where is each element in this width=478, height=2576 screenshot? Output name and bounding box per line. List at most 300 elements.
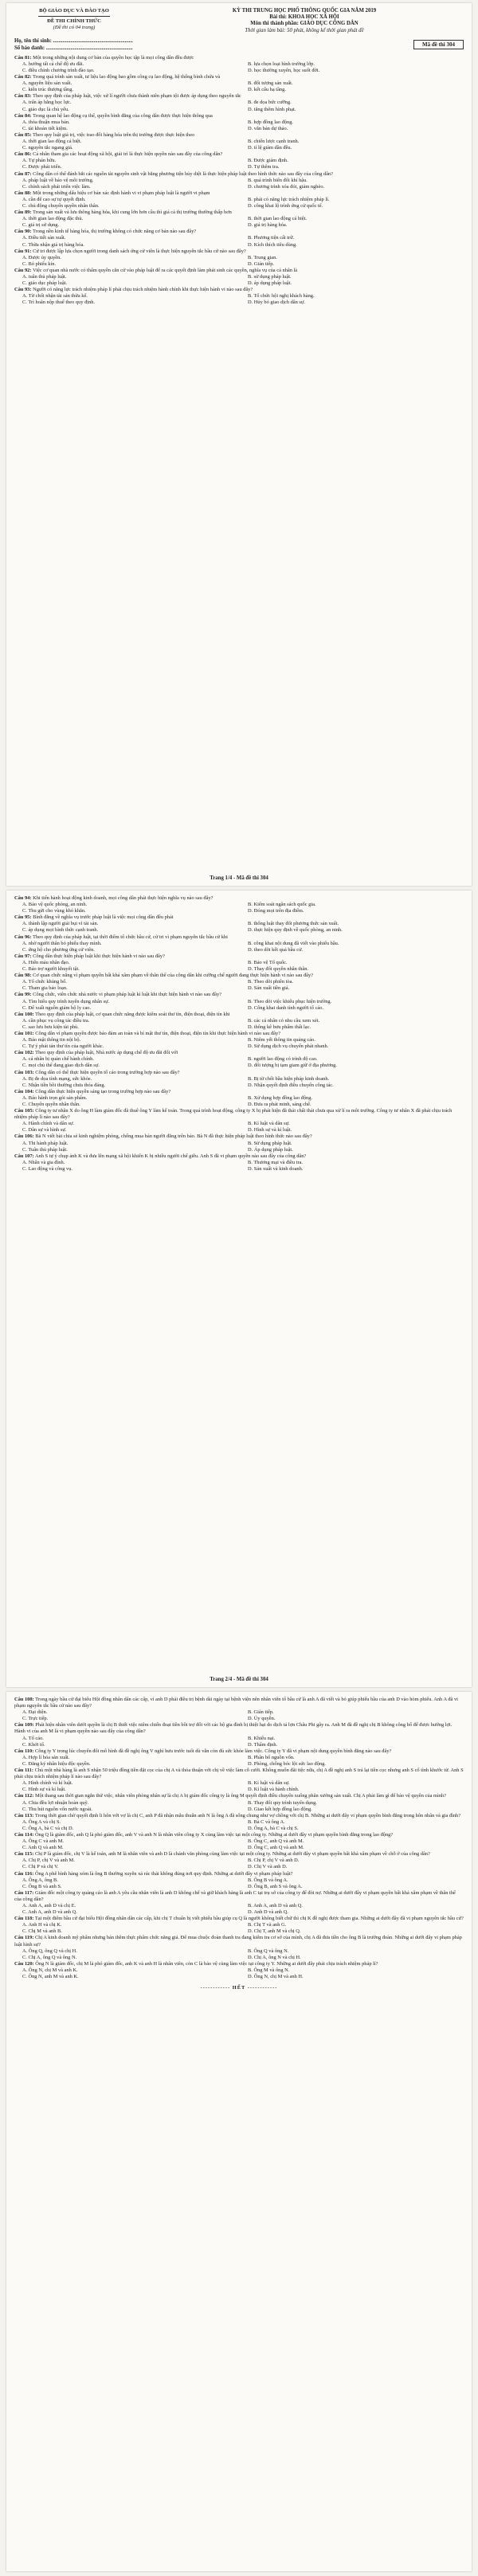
answer-option: C. giáo dục là chủ yếu.: [22, 106, 69, 112]
page-footer: Trang 1/4 - Mã đề thi 304: [210, 875, 268, 881]
answer-option: A. trấn áp hằng học lực.: [22, 100, 72, 106]
question: [14, 1935, 464, 1960]
question-number: Câu 115:: [14, 1851, 34, 1858]
answer-option: A. Nhân và gia đình.: [22, 1159, 65, 1165]
answer-option: D. Nhận quyết định điều chuyển công tác.: [248, 1082, 334, 1088]
answer-option: A. cá nhân bị quản chế hành chính.: [22, 1056, 94, 1063]
question-text: Cá nhân tham gia các hoạt động xã hội, giải trí là thực hiện quyền nào sau đây của công dân?: [33, 151, 223, 158]
question: [14, 953, 464, 973]
question-number: Câu 112:: [14, 1793, 34, 1799]
answer-options: [14, 80, 464, 93]
answer-options: [14, 902, 464, 914]
answer-option: B. Chị P, chị V và anh D.: [248, 1858, 300, 1864]
answer-options: [14, 1858, 464, 1870]
answer-option: C. Anh Q và anh M.: [22, 1845, 64, 1851]
answer-option: D. công khai lộ trình ứng cử quốc tế.: [248, 202, 323, 209]
question-number: Câu 97:: [14, 953, 32, 959]
answer-option: A. pháp luật về bảo vệ môi trường.: [22, 177, 94, 183]
exam-page-1: [6, 3, 472, 886]
page-footer: Trang 2/4 - Mã đề thi 304: [210, 1677, 268, 1682]
answer-option: C. giá trị sử dụng.: [22, 222, 60, 229]
answer-option: C. kiến trúc thượng tầng.: [22, 87, 73, 93]
answer-option: D. Chị T, anh M và chị Q.: [248, 1928, 301, 1935]
question-number: Câu 107:: [14, 1153, 34, 1159]
question-number: Câu 98:: [14, 973, 32, 979]
question: [14, 268, 464, 287]
answer-option: C. Báo trợ người khuyết tật.: [22, 966, 80, 973]
question-text: Một trong những dấu hiệu cơ bản xác định hành vi vi phạm pháp luật là người vi phạm: [33, 190, 210, 196]
question-number: Câu 104:: [14, 1088, 34, 1094]
question: [14, 1916, 464, 1935]
answer-option: B. Kỉ luật và dân sự.: [248, 1780, 290, 1787]
question-number: Câu 85:: [14, 131, 32, 138]
answer-options: [14, 1755, 464, 1768]
question-text: Chị P là giám đốc, chị V là kế toán, anh M là nhân viên và anh D là chánh văn phòng cùng làm việc tại một công ty. Những ai dưới đây vi phạm quyền bất khả xâm phạm về chỗ ở của công dân?: [34, 1851, 430, 1858]
question-number: Câu 118:: [14, 1916, 34, 1922]
question-number: Câu 119:: [14, 1935, 34, 1941]
question-text: Tại một điểm bầu cử đại biểu Hội đồng nhân dân các cấp, khi chị T chuẩn bị viết phiếu bầu giúp cụ Q là người không biết chữ thì chị K đề nghị được tham gia. Những ai dưới đây đã vi phạm nguyên tắc bầu cử?: [34, 1916, 464, 1922]
question-number: Câu 83:: [14, 93, 32, 100]
answer-option: B. Tổ chức hội nghị khách hàng.: [248, 293, 315, 299]
answer-option: A. hưởng tất cả chế độ ưu đãi.: [22, 61, 84, 67]
answer-options: [14, 1076, 464, 1089]
answer-options: [14, 61, 464, 74]
answer-option: D. Thẩm định.: [248, 1741, 278, 1748]
question-number: Câu 109:: [14, 1722, 34, 1728]
question-number: Câu 86:: [14, 151, 32, 158]
answer-options: [14, 1056, 464, 1069]
answer-option: D. Hình sự và kỉ luật.: [248, 1127, 292, 1133]
question: [14, 249, 464, 268]
answer-option: A. Tìm hiểu quy trình tuyển dụng nhân sự.: [22, 998, 110, 1004]
question: [14, 229, 464, 248]
answer-option: A. Từ chối nhận tài sản thừa kế.: [22, 293, 88, 299]
answer-option: B. Thay đổi quy trình tuyển dụng.: [248, 1799, 317, 1806]
answer-option: A. thời gian lao động cá biệt.: [22, 139, 82, 145]
answer-option: D. Sử dụng dịch vụ chuyển phát nhanh.: [248, 1043, 329, 1050]
answer-option: B. thống luật thay đổi phương thức sản xuất.: [248, 921, 339, 927]
question: [14, 934, 464, 953]
answer-option: D. Ông C, anh Q và anh M.: [248, 1845, 304, 1851]
question-text: Theo quy luật giá trị, việc trao đổi hàng hóa trên thị trường được thực hiện theo: [32, 131, 195, 138]
question-text: Trong thời gian chờ quyết định li hôn với vợ là chị C, anh P đã nhận mẫu thuẫn anh N là ông A đã sống chung như vợ chồng với chị B. Những ai dưới đây vi phạm quyền bình đẳng trong hôn nhân và gia đình?: [34, 1812, 461, 1818]
answer-option: B. Phương tiện cất trữ.: [248, 235, 295, 241]
answer-options: [14, 1903, 464, 1916]
question: [14, 171, 464, 190]
answer-option: C. Trì hoãn nộp thuế theo quy định.: [22, 299, 96, 306]
answer-option: C. Chuyển quyền nhân thân.: [22, 1102, 80, 1107]
answer-option: D. Thay đổi quyền nhân thân.: [248, 966, 309, 973]
question-number: Câu 95:: [14, 914, 32, 921]
question: [14, 992, 464, 1011]
answer-option: B. phải có năng lực trách nhiệm pháp lí.: [248, 196, 330, 202]
question: [14, 1890, 464, 1916]
answer-option: B. đối tượng sản xuất.: [248, 80, 293, 87]
question-number: Câu 88:: [14, 190, 32, 196]
answer-option: A. Báo mật thông tin nội bộ.: [22, 1037, 81, 1043]
answer-option: C. điều chỉnh chương trình đào tạo.: [22, 68, 95, 73]
answer-option: B. Phân bố nguồn vốn.: [248, 1754, 295, 1760]
pages-note: (Đề thi có 04 trang): [53, 25, 96, 30]
question: [14, 973, 464, 992]
answer-options: [14, 1800, 464, 1813]
answer-option: D. Ông B, anh S và ông A.: [248, 1883, 303, 1889]
answer-options: [14, 274, 464, 287]
question-text: Công chức, viên chức nhà nước vi phạm pháp luật kỉ luật khi thực hiện hành vi nào sau đây?: [33, 992, 222, 998]
exam-code-box: Mã đề thi 304: [413, 40, 464, 49]
answer-option: D. văn bản dự thảo.: [248, 125, 288, 131]
answer-option: B. hợp đồng lao động.: [248, 119, 293, 125]
question-text: Cơ quan chức năng vì phạm quyền bất khả xâm phạm về thân thể của công dân khi cưỡng chế người đang thực hiện hành vi nào sau đây?: [33, 973, 314, 979]
answer-option: A. tuân thủ pháp luật.: [22, 274, 67, 280]
answer-options: [14, 1141, 464, 1153]
question: [14, 1133, 464, 1153]
answer-option: C. Bỏ phiếu kín.: [22, 260, 57, 267]
answer-option: A. Tố cáo.: [22, 1735, 44, 1741]
answer-options: [14, 1948, 464, 1961]
question-list-page-2: [14, 895, 464, 1173]
question-text: Một trong những nội dung cơ bản của quyền học tập là mọi công dân đều được: [33, 54, 194, 61]
answer-option: A. Ông A, ông B.: [22, 1877, 58, 1883]
answer-option: B. các cá nhân có nhu cầu xem xét.: [248, 1017, 320, 1024]
answer-options: [14, 921, 464, 934]
header-left: [14, 8, 134, 31]
question-text: Trong sản xuất và lưu thông hàng hóa, khi cung lớn hơn cầu thì giá cả thị trường thường thấp hơn: [32, 209, 232, 216]
answer-options: [14, 293, 464, 306]
question-text: Ông Q là giám đốc, anh Q là phó giám đốc, anh V và anh N là nhân viên công ty X cùng làm việc tại một công ty. Những ai dưới đây vi phạm quyền bình đẳng trong lao động?: [34, 1831, 394, 1838]
question-number: Câu 117:: [14, 1889, 34, 1896]
question: [14, 1070, 464, 1089]
question-text: Anh S tự ý chụp ảnh K và đưa lên mạng xã hội khiến K bị nhiều người chế giễu. Anh S đã vi phạm quyền nào sau đây của công dân?: [34, 1153, 307, 1159]
question: [14, 1813, 464, 1832]
question-number: Câu 111:: [14, 1768, 33, 1774]
question-number: Câu 114:: [14, 1831, 34, 1838]
answer-option: B. Theo dõi việc khiếu phục hiện trường.: [248, 998, 332, 1004]
exam-header: [14, 8, 464, 34]
question-number: Câu 94:: [14, 895, 32, 901]
question-number: Câu 82:: [14, 74, 32, 80]
answer-options: [14, 979, 464, 992]
candidate-name-label: Họ, tên thí sinh: ...........................................................: [14, 37, 133, 44]
answer-option: B. Kỉ luật và dân sự.: [248, 1121, 290, 1127]
question-text: Công ty Y trong lúc chuyển đổi mô hình đã đề nghị ông V nghỉ hưu trước tuổi dù vẫn còn đủ sức khỏe làm việc. Công ty Y đã vi phạm nội dung quyền bình đẳng nào sau đây?: [34, 1748, 392, 1754]
answer-option: B. Kiểm soát ngân sách quốc gia.: [248, 902, 316, 908]
answer-option: B. Ông B và ông A.: [248, 1877, 288, 1883]
question-list-page-3: [14, 1697, 464, 1980]
answer-option: B. người lao động có trình độ cao.: [248, 1056, 318, 1063]
question: [14, 74, 464, 93]
answer-option: C. Tự ý phát tán thư tín của người khác.: [22, 1043, 104, 1050]
answer-option: C. Ông B và anh S.: [22, 1883, 62, 1889]
answer-options: [14, 197, 464, 209]
answer-option: A. Báo hành trọn gói sản phẩm.: [22, 1094, 88, 1101]
answer-option: B. Gián tiếp.: [248, 1709, 274, 1716]
question: [14, 287, 464, 306]
answer-option: C. áp dụng mọi hình thức cạnh tranh.: [22, 927, 99, 934]
answer-options: [14, 999, 464, 1012]
question-text: Theo quy định của pháp luật, việc xử lí người chưa thành niên phạm tội được áp dụng theo nguyên tắc: [32, 93, 241, 100]
answer-option: C. Nhận tiền bồi thường chưa thỏa đáng.: [22, 1082, 106, 1088]
exam-page-2: [6, 891, 472, 1687]
answer-option: B. công khai nội dung đã viết vào phiếu bầu.: [248, 940, 339, 946]
question: [14, 1871, 464, 1890]
question-number: Câu 120:: [14, 1960, 34, 1967]
answer-option: D. Anh D và anh Q.: [248, 1909, 288, 1916]
answer-option: C. nguyên tắc ngang giá.: [22, 145, 73, 151]
question-number: Câu 81:: [14, 54, 32, 61]
answer-options: [14, 1819, 464, 1832]
answer-option: D. Đóng mọi trên địa điểm.: [248, 908, 304, 914]
exam-time: Thời gian làm bài: 50 phút, không kể thời gian phát đề: [245, 27, 364, 33]
question-number: Câu 87:: [14, 170, 32, 177]
question: [14, 1748, 464, 1768]
question-text: Chị A kinh doanh mỹ phẩm nhưng bán thêm thực phẩm chức năng giả. Để mua chuộc đoàn thanh tra đang kiểm tra cơ sở của mình, chị A đã đưa tiền cho ông B là trưởng đoàn. Những ai dưới đây vi phạm pháp luật hình sự?: [14, 1935, 462, 1948]
answer-option: B. Bảo vệ Tổ quốc.: [248, 959, 288, 965]
answer-options: [14, 1160, 464, 1173]
ministry-name: BỘ GIÁO DỤC VÀ ĐÀO TẠO: [39, 8, 109, 14]
answer-option: D. Ông N, chị M và anh H.: [248, 1974, 304, 1980]
answer-option: B. Được giám định.: [248, 158, 288, 164]
answer-options: [14, 1121, 464, 1133]
question-number: Câu 106:: [14, 1133, 34, 1140]
question-text: Theo quy định của pháp luật, cơ quan chức năng được kiểm soát thư tín, điện thoại, điện tín khi: [35, 1011, 230, 1017]
answer-option: C. Thu gửi cho vùng khó khăn.: [22, 908, 86, 914]
answer-option: C. Khởi tố.: [22, 1741, 45, 1748]
answer-option: D. Kỉ luật và hành chính.: [248, 1787, 300, 1793]
question-text: Giám đốc một công ty quảng cáo là anh A yêu cầu nhân viên là anh D không chế và giữ khách hàng là anh C tại trụ sở của công ty để đòi nợ. Những ai dưới đây vi phạm quyền bất khả xâm phạm về thân thể của công dân?: [14, 1889, 456, 1902]
question-text: Người có năng lực trách nhiệm pháp lí phải chịu trách nhiệm hành chính khi thực hiện hành vi nào sau đây?: [33, 287, 253, 293]
answer-option: C. Anh A, anh D và anh Q.: [22, 1909, 77, 1916]
answer-option: D. Phòng, chống bóc lột sức lao động.: [248, 1760, 326, 1767]
question: [14, 1832, 464, 1851]
answer-option: A. thỏa thuận mua bán.: [22, 119, 70, 125]
answer-option: C. Lao động và công vụ.: [22, 1165, 73, 1172]
question-number: Câu 96:: [14, 934, 32, 940]
answer-option: A. Chị P, chị V và anh M.: [22, 1858, 75, 1864]
answer-options: [14, 235, 464, 248]
answer-option: D. Công khai danh tính người tố cáo.: [248, 1004, 324, 1011]
question-text: Công dân thực hiện pháp luật khi thực hiện hành vi nào sau đây?: [33, 953, 165, 959]
exam-page-3: [6, 1692, 472, 2571]
answer-option: B. Anh A, anh D và anh Q.: [248, 1903, 303, 1909]
question-text: Công dân vì phạm quyền được báo đảm an toàn và bí mật thư tín, điện thoại, điện tín khi thực hiện hành vi nào sau đây?: [35, 1030, 280, 1036]
answer-options: [14, 216, 464, 229]
answer-options: [14, 119, 464, 132]
answer-option: B. đe dọa bức cưỡng.: [248, 100, 292, 106]
exam-title: KỲ THI TRUNG HỌC PHỔ THÔNG QUỐC GIA NĂM 2019: [232, 8, 377, 14]
question: [14, 1722, 464, 1748]
answer-option: C. Được phát triển.: [22, 164, 62, 170]
question: [14, 190, 464, 209]
answer-option: B. Thương mại và điều tra.: [248, 1159, 304, 1165]
answer-option: D. Hủy bỏ giao dịch dân sự.: [248, 299, 305, 306]
end-marker: ------------ HẾT ------------: [200, 1985, 278, 1991]
question: [14, 1153, 464, 1173]
answer-option: B. Niêm yết thông tin quảng cáo.: [248, 1037, 315, 1043]
answer-option: C. Để xuất nguồn giám hộ ly cao.: [22, 1004, 92, 1011]
question-text: Cử tri được lập lựa chọn người trong danh sách ứng cử viên là thực hiện nguyên tắc bầu cử nào sau đây?: [33, 248, 246, 254]
answer-option: D. Kích thích tiêu dùng.: [248, 241, 297, 248]
answer-option: B. Theo dõi phiên tòa.: [248, 979, 294, 985]
question-text: Phát hiện nhân viên dưới quyền là chị B thiết việc niêm chiến đoạt tiền bồi trợ đối với các hộ gia đình bị thiệt hại do dịch tả lợn Châu Phi gây ra. Anh M đã đề nghị chị B không công bố để được hưởng lợi. Hành vi của anh M là vi phạm quyền nào sau đây của công dân?: [14, 1722, 453, 1735]
answer-option: B. thời gian lao động cá biệt.: [248, 216, 308, 222]
answer-option: A. cần để cao sự tự quyết định.: [22, 196, 86, 202]
answer-option: B. sử dụng pháp luật.: [248, 274, 292, 280]
answer-options: [14, 941, 464, 953]
answer-options: [14, 960, 464, 973]
answer-option: A. Ông Q, ông Q và chị H.: [22, 1948, 77, 1954]
question-number: Câu 116:: [14, 1870, 34, 1877]
answer-option: D. đối tượng bị tạm giam giữ ở địa phương.: [248, 1063, 337, 1069]
question: [14, 914, 464, 934]
answer-option: D. thực hiện quy định về quốc phòng, an ninh.: [248, 927, 343, 934]
answer-option: D. chương trình xóa đói, giảm nghèo.: [248, 183, 325, 190]
question: [14, 55, 464, 74]
question-number: Câu 100:: [14, 1011, 34, 1017]
answer-option: D. tăng thêm hình phạt.: [248, 106, 296, 112]
answer-option: D. Sản xuất và kinh doanh.: [248, 1165, 304, 1172]
answer-option: B. chiến lược cạnh tranh.: [248, 139, 300, 145]
answer-option: A. Hiến máu nhân đạo.: [22, 959, 70, 965]
answer-option: D. Chị V và anh D.: [248, 1864, 288, 1870]
candidate-block: [14, 37, 464, 52]
answer-option: C. Tham gia bảo loạn.: [22, 985, 68, 992]
answer-option: D. Chị A, ông N và chị H.: [248, 1954, 301, 1960]
answer-option: C. Đăng ký nhân hiệu độc quyền.: [22, 1760, 91, 1767]
answer-option: A. Hợp lí hóa sản xuất.: [22, 1754, 70, 1760]
question: [14, 209, 464, 229]
answer-option: A. Đại diện.: [22, 1709, 48, 1716]
answer-option: C. Tuân thủ pháp luật.: [22, 1146, 68, 1153]
answer-option: D. Ông A, bà C và chị S.: [248, 1825, 299, 1831]
question-text: Ông A phê bình hàng xóm là ông B thường xuyên xả rác thải không đúng nơi quy định. Những ai dưới đây vi phạm pháp luật?: [34, 1870, 293, 1877]
answer-option: A. Anh H và chị K.: [22, 1922, 62, 1928]
question-number: Câu 84:: [14, 112, 32, 119]
answer-option: C. tài khoản tiết kiệm.: [22, 125, 68, 131]
answer-options: [14, 1922, 464, 1935]
answer-option: C. Chị M và anh B.: [22, 1928, 62, 1935]
answer-option: D. Giao kết hợp đồng lao động.: [248, 1806, 312, 1812]
answer-option: B. Sử dụng pháp luật.: [248, 1140, 292, 1146]
question-text: Công dân có thể đánh bắt các nguồn tài nguyên sinh vật bằng phương tiện hủy diệt là thực hiện pháp luật theo hình thức nào sau đây của công dân?: [33, 170, 333, 177]
question: [14, 132, 464, 151]
answer-option: A. Ông A và chị S.: [22, 1818, 61, 1825]
answer-option: A. thời gian lao động đặc thù.: [22, 216, 84, 222]
answer-option: D. kết cấu hạ tầng.: [248, 87, 286, 93]
question-number: Câu 99:: [14, 992, 32, 998]
question: [14, 1031, 464, 1050]
answer-option: C. Hình sự và kỉ luật.: [22, 1787, 66, 1793]
question: [14, 1851, 464, 1870]
answer-option: A. thành lập người giải bụi vì tài sản.: [22, 921, 99, 927]
question-text: Bình đẳng về nghĩa vụ trước pháp luật là việc mọi công dân đều phải: [33, 914, 174, 921]
question-text: Theo quy định của pháp luật, tại thời điểm tổ chức bầu cử, cử tri vì phạm nguyên tắc bầu cử khi: [32, 934, 228, 940]
answer-option: A. Bị đe dọa tính mạng, sức khỏe.: [22, 1075, 92, 1082]
official-label: ĐỀ THI CHÍNH THỨC: [47, 18, 101, 24]
question: [14, 1012, 464, 1031]
answer-options: [14, 1095, 464, 1108]
answer-option: A. Hình chính và kỉ luật.: [22, 1780, 73, 1787]
question: [14, 1697, 464, 1722]
answer-option: C. Dân sự và hình sự.: [22, 1127, 67, 1133]
question: [14, 151, 464, 170]
answer-option: A. Bảo vệ quốc phòng, an ninh.: [22, 902, 88, 908]
question-number: Câu 93:: [14, 287, 32, 293]
answer-option: A. Hành chính và dân sự.: [22, 1121, 75, 1127]
answer-option: C. chủ động chuyển quyền nhân thân.: [22, 202, 100, 209]
answer-option: D. Sản xuất tiền giả.: [248, 985, 290, 992]
candidate-number-label: Số báo danh: ................................................................: [14, 45, 133, 51]
end-text: HẾT: [232, 1985, 246, 1991]
answer-option: B. Khiếu nại.: [248, 1735, 276, 1741]
answer-option: D. Áp dụng pháp luật.: [248, 1146, 293, 1153]
question-number: Câu 103:: [14, 1069, 34, 1075]
answer-option: C. Ông N, anh M và anh K.: [22, 1974, 79, 1980]
question-text: Ông N là giám đốc, chị M là phó giám đốc, anh K và anh H là nhân viên, còn C là bảo vệ cùng làm việc tại công ty Y. Những ai dưới đây phải chịu trách nhiệm pháp lí?: [35, 1960, 378, 1967]
answer-options: [14, 100, 464, 112]
question: [14, 895, 464, 914]
answer-options: [14, 1877, 464, 1890]
answer-option: C. ứng hộ cho phương ứng cử viên.: [22, 946, 95, 953]
question-text: Một thang sau thời gian ngắn thử việc, nhân viên phòng nhân sự là chị A bị giám đốc công ty là ông M quyết định điều chuyển xuống phân xưởng sản xuất. Chị A phải làm gì để bảo vệ quyền của mình?: [34, 1793, 446, 1799]
answer-option: A. Thi hành pháp luật.: [22, 1140, 69, 1146]
answer-options: [14, 1780, 464, 1793]
question: [14, 113, 464, 132]
header-divider: [38, 16, 110, 17]
question-list-page-1: [14, 55, 464, 307]
answer-option: C. sao lưu bưu kiện tài phù.: [22, 1024, 79, 1030]
answer-option: A. Anh A, anh D và chị E.: [22, 1903, 76, 1909]
answer-option: C. Thu hút nguồn vốn nước ngoài.: [22, 1806, 93, 1812]
answer-option: B. Trung gian.: [248, 254, 277, 260]
answer-option: B. Chị T và anh G.: [248, 1922, 287, 1928]
answer-option: D. theo dõi kết quả bầu cử.: [248, 946, 304, 953]
question-text: Trong quan hệ lao động cụ thể, quyền bình đẳng của công dân được thực hiện thông qua: [32, 112, 213, 119]
question-number: Câu 101:: [14, 1030, 34, 1036]
answer-option: D. Đưa ra phát minh, sáng chế.: [248, 1102, 311, 1107]
answer-options: [14, 1709, 464, 1722]
exam-section: Bài thi: KHOA HỌC XÃ HỘI: [269, 14, 339, 21]
question-text: Trong ngày bầu cử đại biểu Hội đồng nhân dân các cấp, vì anh D phải điều trị bệnh dài ngày tại bệnh viện nên nhân viên tổ bầu cử là anh A đã viết và bỏ giúp phiếu bầu của anh D vào hòm phiếu. Anh A đã vi phạm nguyên tắc bầu cử nào sau đây?: [14, 1697, 458, 1709]
answer-option: B. lựa chọn loại hình trường lớp.: [248, 61, 315, 67]
answer-options: [14, 158, 464, 170]
question: [14, 1050, 464, 1069]
answer-option: C. giáo dục pháp luật.: [22, 280, 68, 287]
answer-options: [14, 1018, 464, 1031]
question-number: Câu 108:: [14, 1697, 34, 1702]
question: [14, 1768, 464, 1793]
answer-option: D. thông kê bưu phẩm thất lạc.: [248, 1024, 311, 1030]
answer-option: B. Xử dụng hợp đồng lao động.: [248, 1094, 313, 1101]
answer-option: B. Ông C, anh Q và anh M.: [248, 1838, 304, 1845]
question-text: Công ty tư nhân X do ông H làm giám đốc đã thuê ông Y làm kế toán. Trong quá trình hoạt động, công ty X bị phát hiện đã thải chất thải chưa qua xử lí ra môi trường. Công ty tư nhân X đã phải chịu trách nhiệm pháp lí nào sau đây?: [14, 1108, 453, 1121]
question-text: Bà N viết bài chia sẻ kinh nghiệm phòng, chống mua bán người đăng trên báo. Bà N đã thực hiện pháp luật theo hình thức nào sau đây?: [35, 1133, 312, 1140]
answer-option: C. mọi chủ thể đang giao dịch dân sự.: [22, 1063, 100, 1069]
answer-options: [14, 1736, 464, 1748]
answer-option: B. Bị từ chối bầu hiện pháp kinh doanh.: [248, 1075, 330, 1082]
question-number: Câu 110:: [14, 1748, 34, 1754]
answer-option: D. tỉ lệ giảm dần đều.: [248, 145, 292, 151]
question: [14, 93, 464, 112]
answer-option: A. Chia đều lợi nhuận hoàn quỹ.: [22, 1799, 89, 1806]
answer-option: C. Chị A, ông Q và ông N.: [22, 1954, 77, 1960]
answer-option: B. quá trình biến đổi khí hậu.: [248, 177, 308, 183]
answer-option: C. Chị P và chị V.: [22, 1864, 59, 1870]
answer-option: C. Thừa nhận giá trị hàng hóa.: [22, 241, 84, 248]
question-text: Theo quy định của pháp luật, Nhà nước áp dụng chế độ ưu đãi đối với: [35, 1050, 178, 1056]
answer-option: D. giá trị hàng hóa.: [248, 222, 288, 229]
answer-option: A. Tổ chức khủng bố.: [22, 979, 67, 985]
